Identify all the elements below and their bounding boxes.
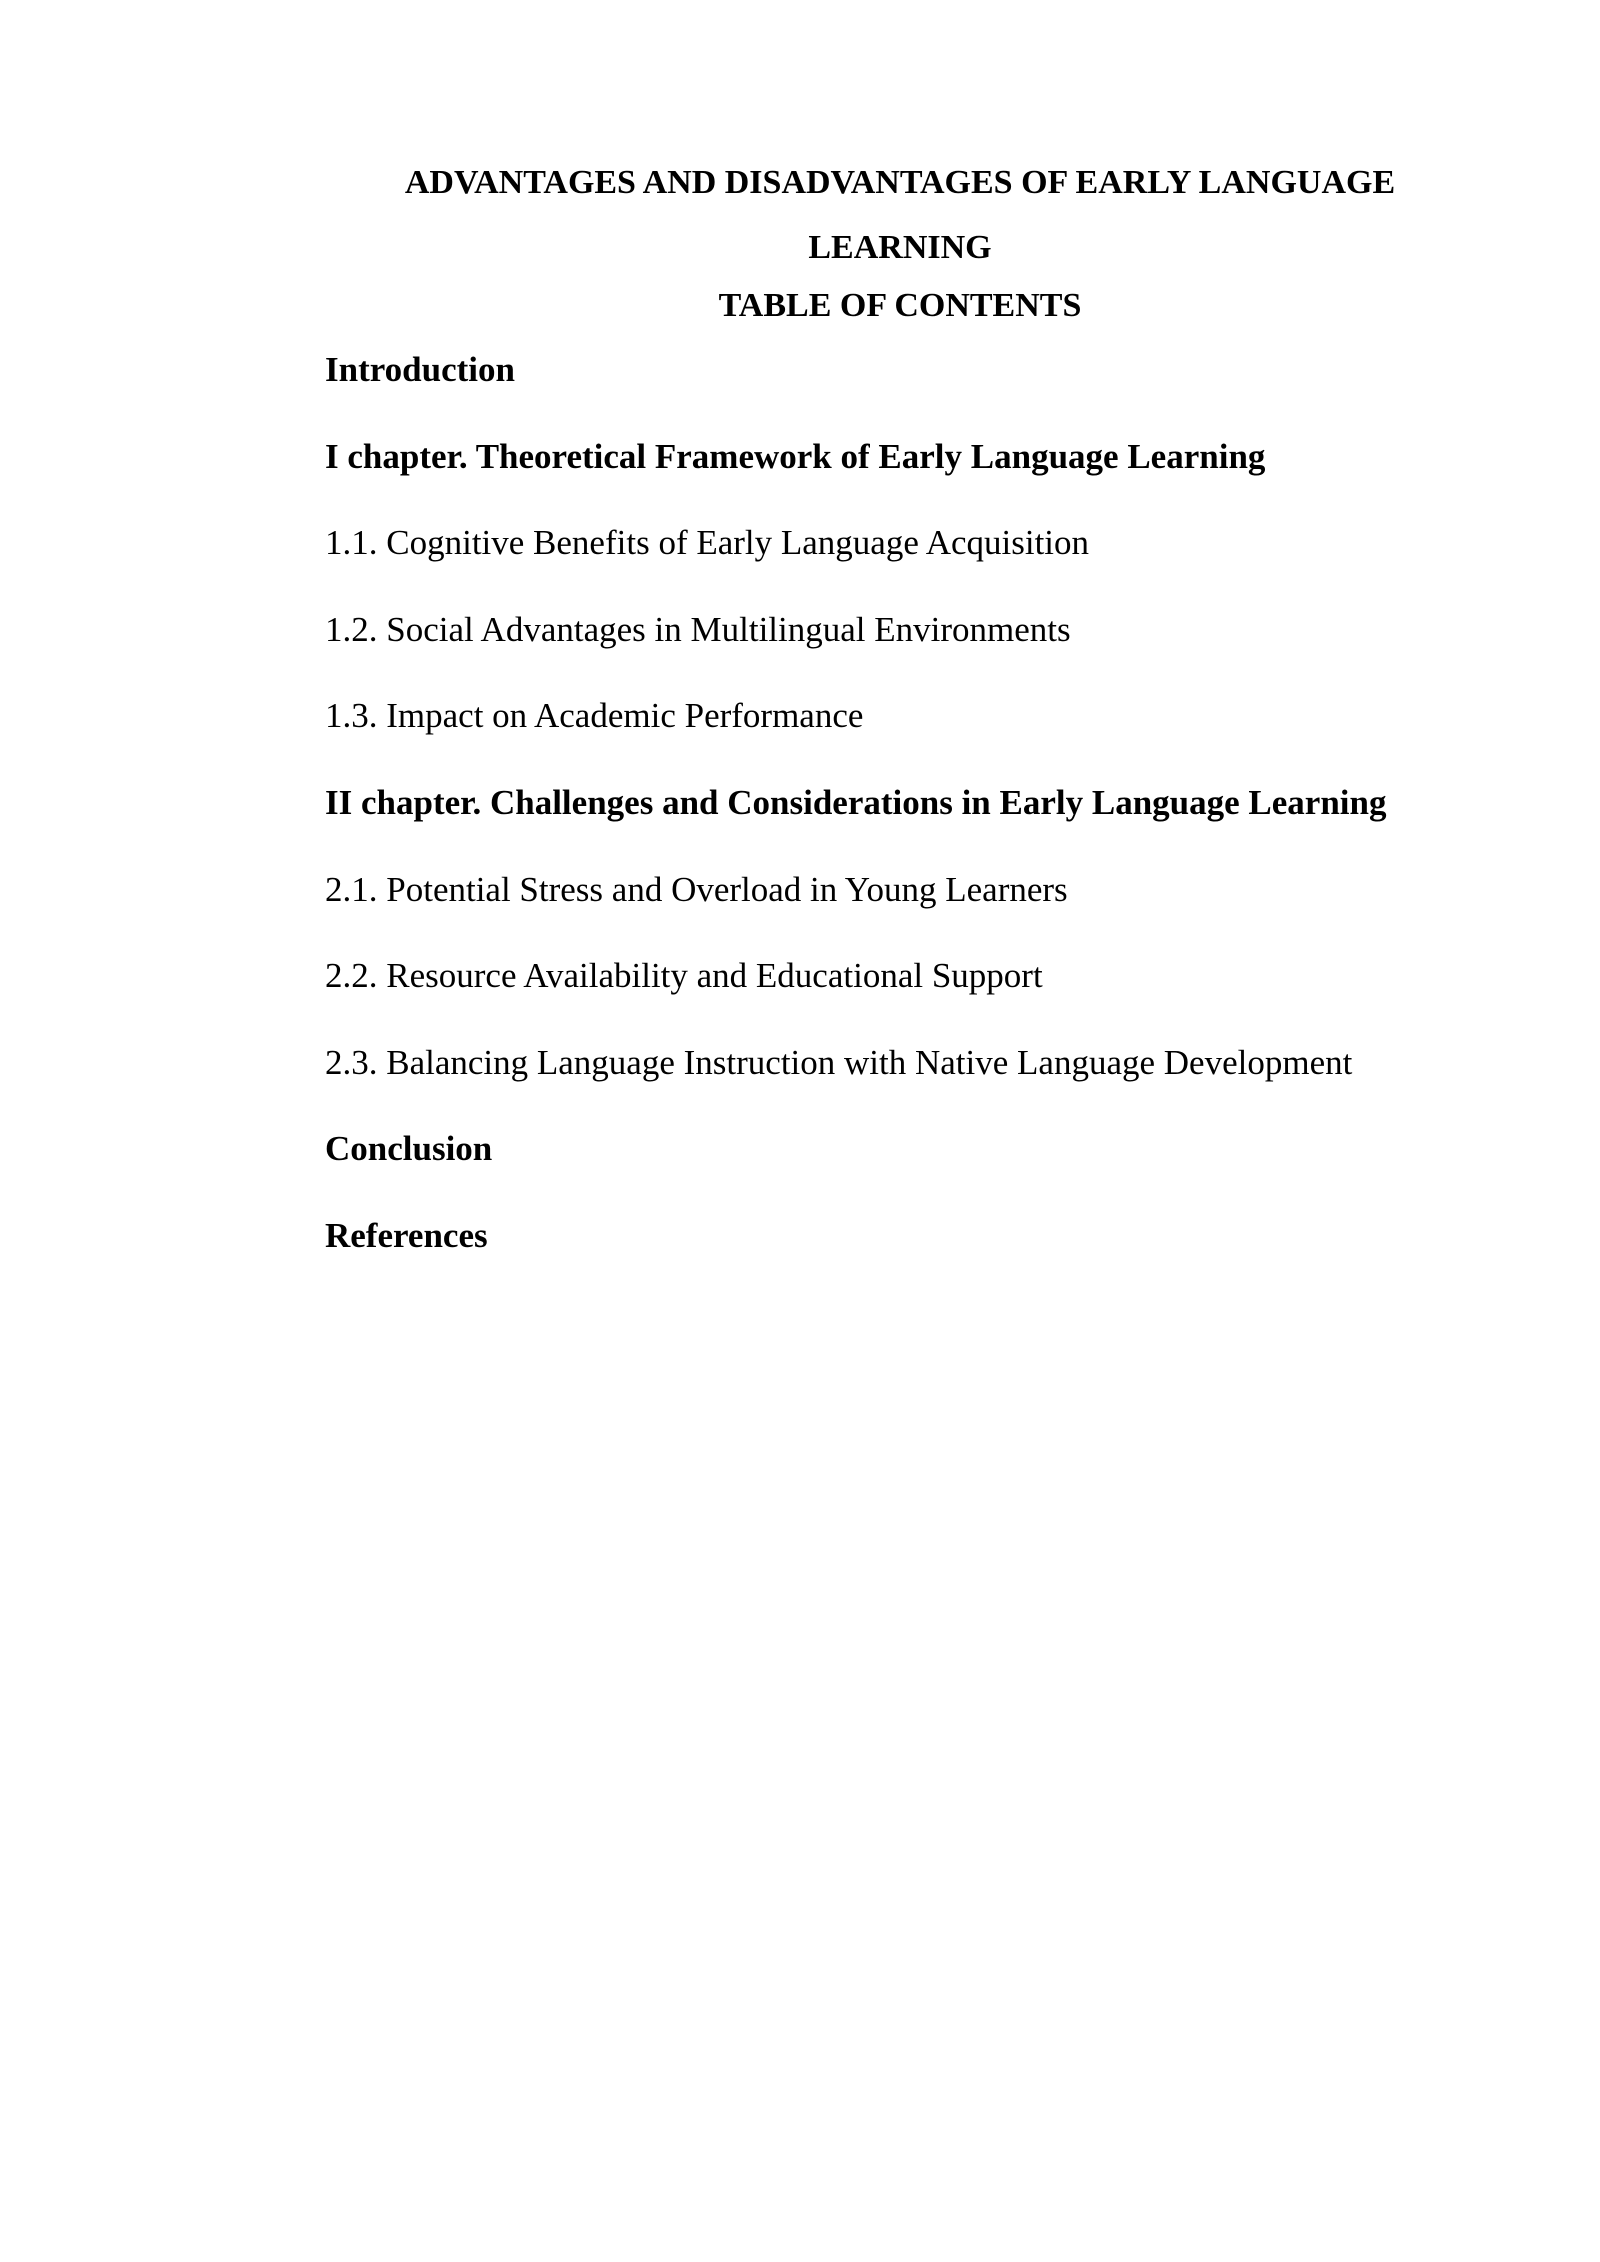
toc-entry-chapter-2: II chapter. Challenges and Considerations in Early Language Learning [325, 782, 1387, 822]
toc-heading: TABLE OF CONTENTS [718, 287, 1082, 324]
toc-entry-2-3: 2.3. Balancing Language Instruction with Native Language Development [325, 1042, 1353, 1082]
toc-entry-chapter-1: I chapter. Theoretical Framework of Early Language Learning [325, 436, 1266, 476]
toc-entry-1-1: 1.1. Cognitive Benefits of Early Language Acquisition [325, 523, 1090, 563]
document-title: ADVANTAGES AND DISADVANTAGES OF EARLY LANGUAGE LEARNING [404, 164, 1396, 266]
toc-entry-2-2: 2.2. Resource Availability and Educational Support [325, 956, 1043, 996]
toc-entry-introduction: Introduction [325, 350, 515, 389]
toc-entry-2-1: 2.1. Potential Stress and Overload in Young Learners [325, 869, 1068, 909]
toc-entry-1-2: 1.2. Social Advantages in Multilingual Environments [325, 609, 1071, 649]
toc-entry-references: References [325, 1215, 488, 1255]
table-of-contents [325, 340, 1525, 1293]
toc-entry-conclusion: Conclusion [325, 1129, 493, 1169]
toc-entry-1-3: 1.3. Impact on Academic Performance [325, 696, 864, 736]
